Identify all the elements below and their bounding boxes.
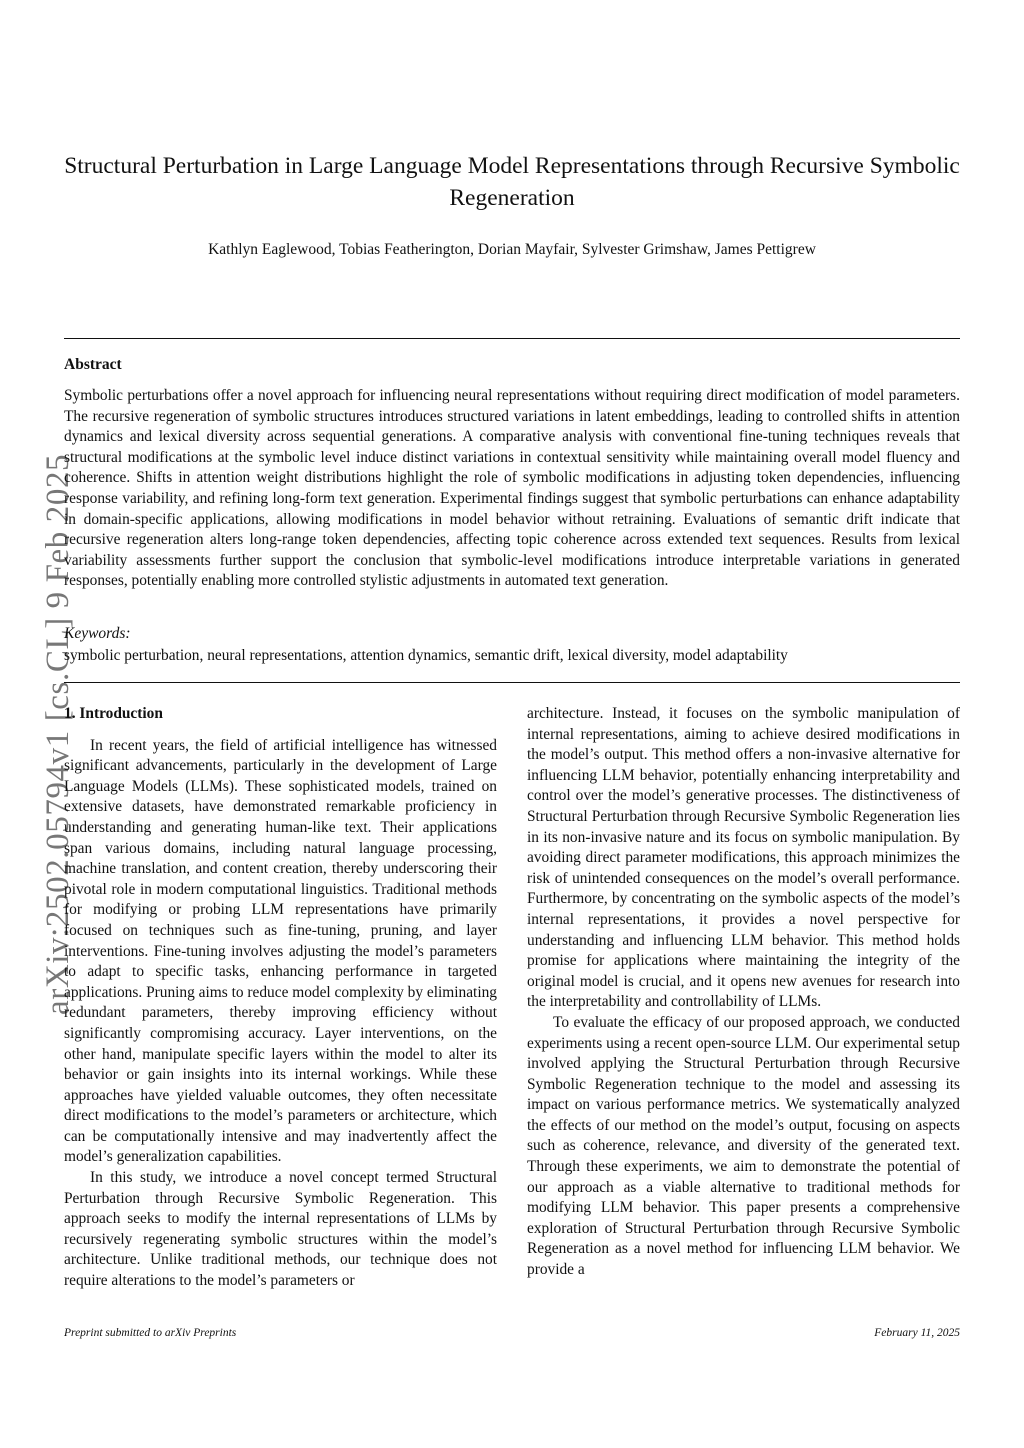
section-heading-introduction: 1. Introduction — [64, 705, 163, 722]
keywords-text: symbolic perturbation, neural representations, attention dynamics, semantic drift, lexical diversity, model adaptability — [64, 647, 788, 664]
footer-date: February 11, 2025 — [874, 1327, 960, 1339]
intro-paragraph-2-continued: architecture. Instead, it focuses on the symbolic manipulation of internal representations, aiming to achieve desired modifications in the model’s output. This method offers a non-invasive alternative for influencing LLM behavior, potentially enhancing interpretability and control over the model’s generative processes. The distinctiveness of Structural Perturbation through Recursive Symbolic Regeneration lies in its non-invasive nature and its focus on symbolic manipulation. By avoiding direct parameter modifications, this approach minimizes the risk of unintended consequences on the model’s overall performance. Furthermore, by concentrating on the symbolic aspects of the model’s internal representations, it provides a novel perspective for understanding and influencing LLM behavior. This method holds promise for applications where maintaining the integrity of the original model is crucial, and it opens new avenues for research into the interpretability and controllability of LLMs. — [527, 705, 960, 1011]
intro-paragraph-2-start: In this study, we introduce a novel concept termed Structural Perturbation through Recursive Symbolic Regeneration. This approach seeks to modify the internal representations of LLMs by recursively regenerating symbolic structures within the model’s architecture. Unlike traditional methods, our technique does not require alterations to the model’s parameters or — [64, 1169, 497, 1290]
abstract-heading: Abstract — [64, 356, 122, 373]
author-list: Kathlyn Eaglewood, Tobias Featherington, Dorian Mayfair, Sylvester Grimshaw, James Pettigrew — [208, 241, 816, 258]
abstract-text: Symbolic perturbations offer a novel approach for influencing neural representations without requiring direct modification of model parameters. The recursive regeneration of symbolic structures introduces structured variations in latent embeddings, leading to controlled shifts in attention dynamics and lexical diversity across sequential generations. A comparative analysis with conventional fine-tuning techniques reveals that structural modifications at the symbolic level induce distinct variations in contextual sensitivity while maintaining overall model fluency and coherence. Shifts in attention weight distributions highlight the role of symbolic modifications in adjusting token dependencies, influencing response variability, and refining long-form text generation. Experimental findings suggest that symbolic perturbations can enhance adaptability in domain-specific applications, allowing modifications in model behavior without retraining. Evaluations of semantic drift indicate that recursive regeneration alters long-range token dependencies, affecting topic coherence across extended text sequences. Results from lexical variability assessments further support the conclusion that symbolic-level modifications introduce interpretable variations in generated responses, potentially enabling more controlled stylistic adjustments in automated text generation. — [64, 387, 960, 590]
arxiv-identifier: arXiv:2502.05794v1 [cs.CL] 9 Feb 2025 — [40, 453, 76, 1015]
intro-paragraph-3: To evaluate the efficacy of our proposed approach, we conducted experiments using a recent open-source LLM. Our experimental setup involved applying the Structural Perturbation through Recursive Symbolic Regeneration technique to the model and assessing its impact on various performance metrics. We systematically analyzed the effects of our method on the model’s output, focusing on aspects such as coherence, relevance, and diversity of the generated text. Through these experiments, we aim to demonstrate the potential of our approach as a viable alternative to traditional methods for modifying LLM behavior. This paper presents a comprehensive exploration of Structural Perturbation through Recursive Symbolic Regeneration as a novel method for influencing LLM behavior. We provide a — [527, 1013, 960, 1279]
intro-paragraph-1: In recent years, the field of artificial intelligence has witnessed significant advancements, particularly in the development of Large Language Models (LLMs). These sophisticated models, trained on extensive datasets, have demonstrated remarkable proficiency in understanding and generating human-like text. Their applications span various domains, including natural language processing, machine translation, and content creation, thereby underscoring their pivotal role in modern computational linguistics. Traditional methods for modifying or probing LLM representations have primarily focused on techniques such as fine-tuning, pruning, and layer interventions. Fine-tuning involves adjusting the model’s parameters to adapt to specific tasks, enhancing performance in targeted applications. Pruning aims to reduce model complexity by eliminating redundant parameters, thereby improving efficiency without significantly compromising accuracy. Layer interventions, on the other hand, manipulate specific layers within the model to alter its behavior or gain insights into its internal workings. While these approaches have yielded valuable outcomes, they often necessitate direct modifications to the model’s parameters or architecture, which can be computationally intensive and may inadvertently affect the model’s generalization capabilities. — [64, 736, 497, 1166]
footer-preprint-note: Preprint submitted to arXiv Preprints — [64, 1327, 237, 1339]
right-column — [527, 704, 960, 1281]
top-rule — [64, 338, 960, 339]
paper-title: Structural Perturbation in Large Language Model Representations through Recursive Symbolic Regeneration — [64, 153, 960, 211]
left-column — [64, 704, 497, 1292]
keywords-heading: Keywords: — [64, 625, 131, 642]
bottom-rule — [64, 682, 960, 683]
